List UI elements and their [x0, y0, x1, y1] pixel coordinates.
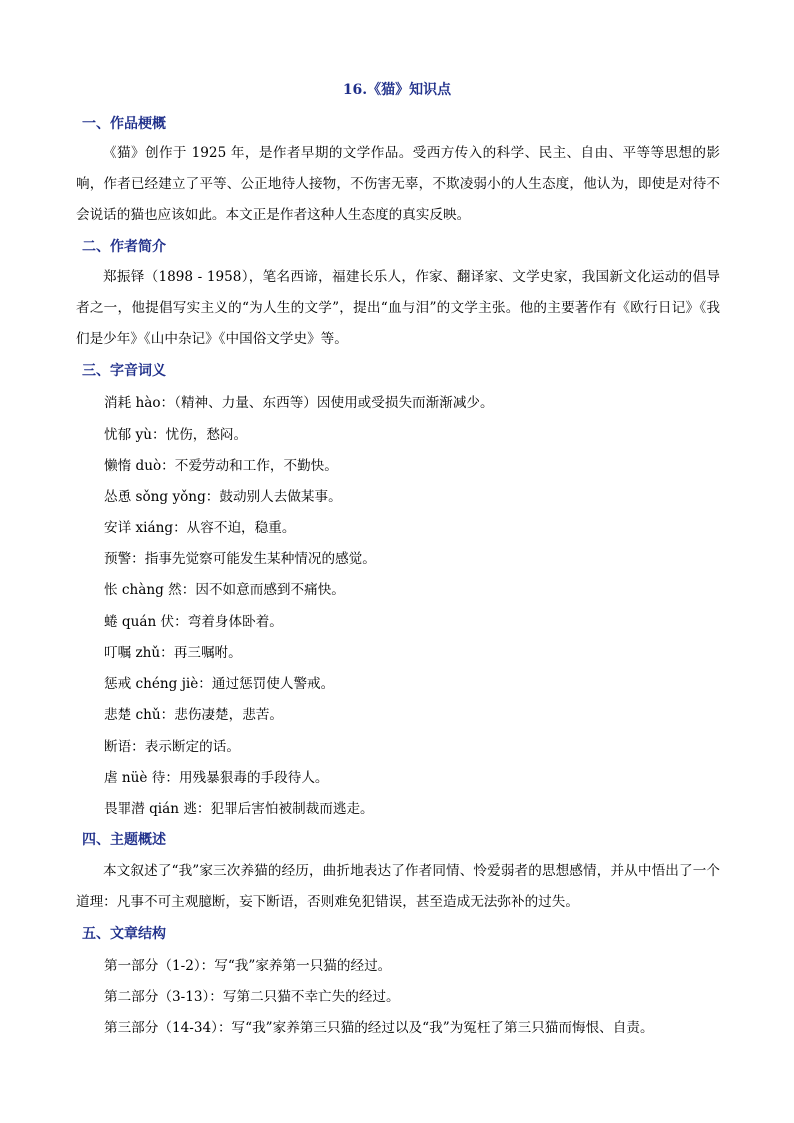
structure-entry: 第三部分（14-34）：写“我”家养第三只猫的经过以及“我”为冤枉了第三只猫而悔恨、自责。	[104, 1020, 654, 1036]
section-heading-author: 二、作者简介	[82, 239, 166, 255]
section-heading-vocabulary: 三、字音词义	[82, 363, 166, 379]
structure-entry: 第一部分（1-2）：写“我”家养第一只猫的经过。	[104, 958, 392, 974]
vocabulary-entry: 畏罪潜 qián 逃：犯罪后害怕被制裁而逃走。	[104, 801, 374, 817]
vocabulary-entry: 虐 nüè 待：用残暴狠毒的手段待人。	[104, 770, 329, 786]
vocabulary-entry: 懒惰 duò：不爱劳动和工作，不勤快。	[104, 458, 338, 474]
vocabulary-entry: 断语：表示断定的话。	[104, 739, 240, 755]
vocabulary-entry: 蜷 quán 伏：弯着身体卧着。	[104, 614, 283, 630]
vocabulary-entry: 怅 chàng 然：因不如意而感到不痛快。	[104, 582, 345, 598]
section-heading-summary: 一、作品梗概	[82, 116, 166, 132]
vocabulary-entry: 预警：指事先觉察可能发生某种情况的感觉。	[104, 551, 376, 567]
vocabulary-entry: 惩戒 chéng jiè：通过惩罚使人警戒。	[104, 676, 335, 692]
vocabulary-entry: 安详 xiáng：从容不迫，稳重。	[104, 520, 296, 536]
section-heading-structure: 五、文章结构	[82, 926, 166, 942]
section-paragraph-author: 郑振铎（1898 - 1958），笔名西谛，福建长乐人，作家、翻译家、文学史家，我国新文化运动的倡导者之一，他提倡写实主义的“为人生的文学”，提出“血与泪”的文学主张。他的主要著作有《欧行日记》《我们是少年》《山中杂记》《中国俗文学史》等。	[76, 269, 720, 347]
vocabulary-entry: 怂恿 sǒng yǒng：鼓动别人去做某事。	[104, 489, 342, 505]
vocabulary-entry: 悲楚 chǔ：悲伤凄楚，悲苦。	[104, 707, 283, 723]
structure-entry: 第二部分（3-13）：写第二只猫不幸亡失的经过。	[104, 989, 400, 1005]
section-heading-theme: 四、主题概述	[82, 832, 166, 848]
page-title: 16.《猫》知识点	[342, 82, 452, 98]
section-paragraph-summary: 《猫》创作于 1925 年，是作者早期的文学作品。受西方传入的科学、民主、自由、平等等思想的影响，作者已经建立了平等、公正地待人接物，不伤害无辜，不欺凌弱小的人生态度，他认为，即使是对待不会说话的猫也应该如此。本文正是作者这种人生态度的真实反映。	[76, 145, 720, 223]
section-paragraph-theme: 本文叙述了“我”家三次养猫的经历，曲折地表达了作者同情、怜爱弱者的思想感情，并从中悟出了一个道理：凡事不可主观臆断，妄下断语，否则难免犯错误，甚至造成无法弥补的过失。	[76, 863, 720, 910]
vocabulary-entry: 消耗 hào：（精神、力量、东西等）因使用或受损失而渐渐减少。	[104, 395, 494, 411]
vocabulary-entry: 忧郁 yù：忧伤，愁闷。	[104, 427, 248, 443]
vocabulary-entry: 叮嘱 zhǔ：再三嘱咐。	[104, 645, 242, 661]
